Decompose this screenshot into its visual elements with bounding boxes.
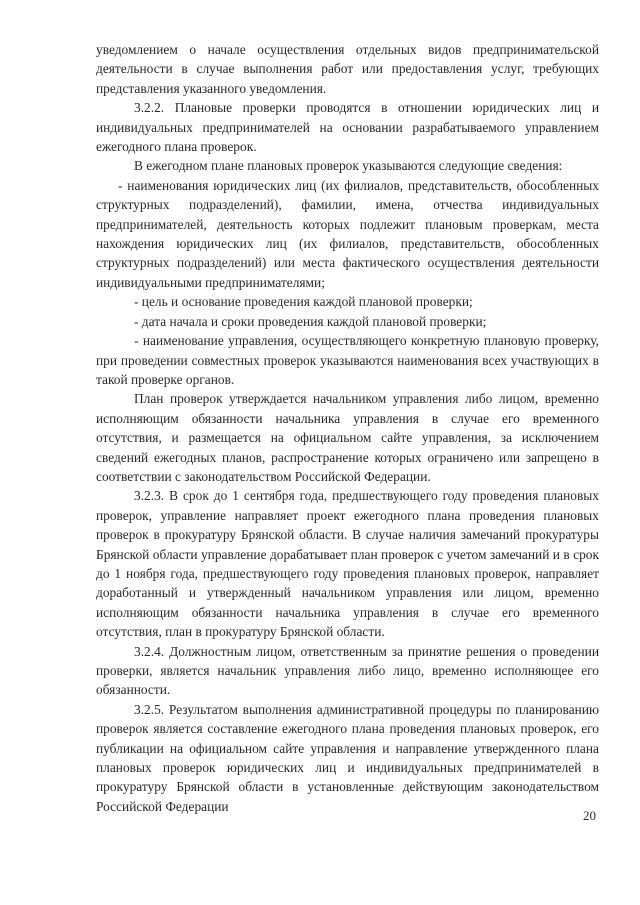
list-item-dates: - дата начала и сроки проведения каждой плановой проверки; bbox=[134, 313, 487, 329]
paragraph-3-2-2: 3.2.2. Плановые проверки проводятся в отношении юридических лиц и индивидуальных предпринимателей на основании разрабатываемого управлением ежегодного плана проверок. bbox=[96, 100, 599, 155]
paragraph-plan-contents-intro: В ежегодном плане плановых проверок указываются следующие сведения: bbox=[134, 158, 563, 174]
paragraph-plan-approval: План проверок утверждается начальником управления либо лицом, временно исполняющим обязанности начальника управления в случае его временного отсутствия, и размещается на официальном сайте управления, за исключением сведений ежегодных планов, распространение которых ограничено или запрещено в соответствии с законодательством Российской Федерации. bbox=[96, 391, 599, 484]
paragraph-3-2-5: 3.2.5. Результатом выполнения административной процедуры по планированию проверок является составление ежегодного плана проведения плановых проверок, его публикации на официальном сайте управления и направление утвержденного плана плановых проверок юридических лиц и индивидуальных предпринимателей в прокуратуру Брянской области в установленные действующим законодательством Российской Федерации bbox=[96, 701, 599, 814]
list-item-names: - наименования юридических лиц (их филиалов, представительств, обособленных структурных подразделений), фамилии, имена, отчества индивидуальных предпринимателей, деятельность которых подлежит плановым проверкам, места нахождения юридических лиц (их филиалов, представительств, обособленных структурных подразделений) или места фактического осуществления деятельности индивидуальными предпринимателями; bbox=[96, 177, 599, 290]
list-item-purpose: - цель и основание проведения каждой плановой проверки; bbox=[134, 294, 473, 310]
list-item-authority: - наименование управления, осуществляющего конкретную плановую проверку, при проведении совместных проверок указываются наименования всех участвующих в такой проверке органов. bbox=[96, 333, 599, 387]
page-number: 20 bbox=[583, 808, 596, 823]
paragraph-3-2-4: 3.2.4. Должностным лицом, ответственным за принятие решения о проведении проверки, является начальник управления либо лицо, временно исполняющее его обязанности. bbox=[96, 643, 599, 698]
paragraph-continuation: уведомлением о начале осуществления отдельных видов предпринимательской деятельности в случае выполнения работ или предоставления услуг, требующих представления указанного уведомления. bbox=[96, 42, 599, 96]
paragraph-3-2-3: 3.2.3. В срок до 1 сентября года, предшествующего году проведения плановых проверок, управление направляет проект ежегодного плана проведения плановых проверок в прокуратуру Брянской области. В случае наличия замечаний прокуратуры Брянской области управление дорабатывает план проверок с учетом замечаний и в срок до 1 ноября года, предшествующего году проведения плановых проверок, направляет доработанный и утвержденный начальником управления или лицом, временно исполняющим обязанности начальника управления в случае его временного отсутствия, план в прокуратуру Брянской области. bbox=[96, 488, 599, 640]
document-body bbox=[96, 40, 599, 816]
